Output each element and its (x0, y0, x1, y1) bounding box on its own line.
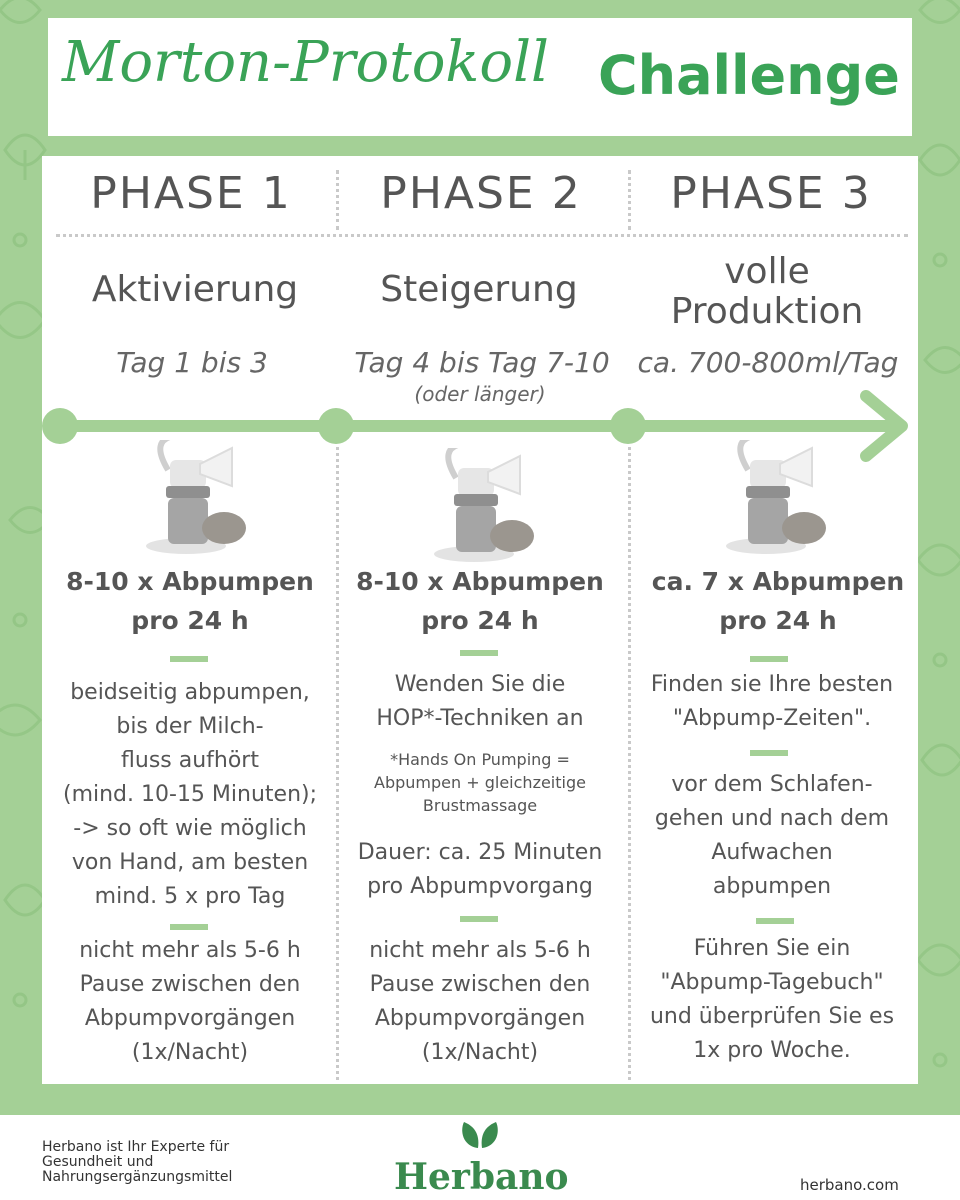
text-line: nicht mehr als 5-6 h (79, 938, 301, 963)
separator-bar (460, 650, 498, 656)
text-line: (1x/Nacht) (421, 1040, 539, 1065)
text-line: nicht mehr als 5-6 h (369, 938, 591, 963)
freq-line: 8-10 x Abpumpen (66, 567, 314, 596)
note-line: Brustmassage (422, 796, 538, 815)
separator-bar (170, 656, 208, 662)
phase-3-timing (626, 768, 918, 904)
title-bold: Challenge (598, 44, 900, 107)
text-line: Führen Sie ein (693, 936, 851, 961)
phase-3-days: ca. 700-800ml/Tag (637, 346, 899, 379)
text-line: mind. 5 x pro Tag (94, 884, 286, 909)
text-line: abpumpen (712, 874, 832, 899)
phase-2-days-note: (oder länger) (414, 382, 546, 406)
freq-line: pro 24 h (131, 606, 249, 635)
text-line: Wenden Sie die (394, 672, 566, 697)
text-line: beidseitig abpumpen, (70, 680, 310, 705)
phase-2-frequency (334, 562, 626, 640)
timeline-dot (610, 408, 646, 444)
footer-url-link[interactable]: herbano.com (800, 1176, 899, 1194)
note-line: Abpumpen + gleichzeitige (374, 773, 586, 792)
text-line: Pause zwischen den (369, 972, 591, 997)
timeline-dot (42, 408, 78, 444)
phase-1-pause (44, 934, 336, 1070)
text-line: von Hand, am besten (71, 850, 309, 875)
herbano-logo[interactable]: Herbano (394, 1156, 569, 1198)
stage-line: Aktivierung (91, 269, 299, 310)
phase-1-frequency (44, 562, 336, 640)
separator-bar (170, 924, 208, 930)
phase-2-heading: PHASE 2 (380, 168, 582, 219)
phase-2-hop-note (334, 748, 626, 817)
text-line: (1x/Nacht) (131, 1040, 249, 1065)
text-line: Abpumpvorgängen (84, 1006, 296, 1031)
text-line: bis der Milch- (116, 714, 264, 739)
breast-pump-icon (720, 440, 830, 555)
text-line: und überprüfen Sie es (649, 1004, 895, 1029)
text-line: pro Abpumpvorgang (367, 874, 593, 899)
header-divider (56, 234, 908, 237)
text-line: "Abpump-Zeiten". (672, 706, 872, 731)
text-line: Abpumpvorgängen (374, 1006, 586, 1031)
phase-3-instructions (626, 668, 918, 736)
note-line: *Hands On Pumping = (390, 750, 570, 769)
phase-2-duration (334, 836, 626, 904)
text-line: vor dem Schlafen- (671, 772, 873, 797)
herbano-leaf-icon (458, 1120, 502, 1150)
text-line: "Abpump-Tagebuch" (660, 970, 884, 995)
text-line: fluss aufhört (121, 748, 259, 773)
phase-3-stage (622, 252, 912, 332)
timeline-dot (318, 408, 354, 444)
stage-line: Produktion (670, 291, 864, 332)
separator-bar (750, 656, 788, 662)
separator-bar (756, 918, 794, 924)
text-line: Dauer: ca. 25 Minuten (357, 840, 603, 865)
tagline-line: Herbano ist Ihr Experte für (42, 1139, 230, 1155)
freq-line: pro 24 h (421, 606, 539, 635)
phase-1-heading: PHASE 1 (90, 168, 292, 219)
breast-pump-icon (140, 440, 250, 555)
phase-1-days: Tag 1 bis 3 (116, 346, 268, 379)
phase-3-heading: PHASE 3 (670, 168, 872, 219)
phase-2-pause (334, 934, 626, 1070)
stage-line: Steigerung (380, 269, 578, 310)
tagline-line: Gesundheit und (42, 1154, 154, 1170)
phase-1-instructions (44, 676, 336, 914)
breast-pump-icon (428, 448, 538, 563)
freq-line: ca. 7 x Abpumpen (651, 567, 905, 596)
text-line: Aufwachen (711, 840, 833, 865)
phase-2-stage (334, 270, 624, 310)
tagline-line: Nahrungsergänzungsmittel (42, 1169, 233, 1185)
separator-bar (460, 916, 498, 922)
phase-1-stage (50, 270, 340, 310)
freq-line: 8-10 x Abpumpen (356, 567, 604, 596)
phase-3-diary (626, 932, 918, 1068)
separator-bar (750, 750, 788, 756)
text-line: -> so oft wie möglich (73, 816, 307, 841)
text-line: Finden sie Ihre besten (650, 672, 894, 697)
phase-2-days: Tag 4 bis Tag 7-10 (354, 346, 610, 379)
phase-2-instructions (334, 668, 626, 736)
title-script: Morton-Protokoll (62, 30, 549, 95)
text-line: 1x pro Woche. (693, 1038, 851, 1063)
text-line: HOP*-Techniken an (376, 706, 584, 731)
phase-3-frequency (632, 562, 924, 640)
footer-tagline (42, 1140, 342, 1185)
text-line: Pause zwischen den (79, 972, 301, 997)
text-line: gehen und nach dem (654, 806, 890, 831)
stage-line: volle (724, 251, 810, 292)
freq-line: pro 24 h (719, 606, 837, 635)
text-line: (mind. 10-15 Minuten); (62, 782, 318, 807)
